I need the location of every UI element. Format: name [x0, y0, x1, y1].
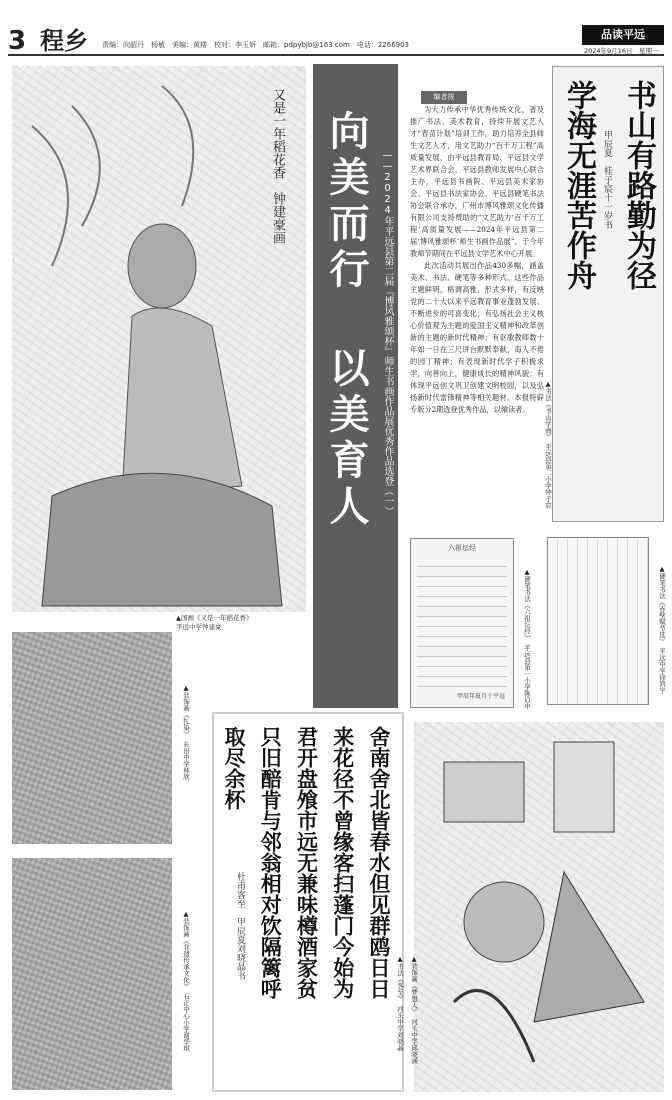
editor-note-paragraph-1: 为大力传承中华优秀传统文化，普及推广书法、美术教育，持续开展文艺人才“春苗计划”培训工作，助力培养全县师生文艺人才，用文艺助力“百千万工程”高质量发展，由平远县教育局、平远县文学艺术界联合会、平远县教师发展中心联合主办，平远县书画院、平远县美术家协会、平远县书法家协会、平远县硬笔书法协会联合承办，广州市博风雅颂文化传播有限公司支持赞助的“文艺助力‘百千万工程’高质量发展——2024年平远县第二届‘博风雅颂杯’师生书画作品展”，于今年教师节期间在平远县文学艺术中心开展。 [410, 105, 544, 258]
feature-subtitle: ——2024年平远县第二届『博风雅颂杯』师生书画作品展优秀作品选登（一） [382, 150, 393, 516]
painting-caption-title: ▲国画《又是一年稻花香》 [176, 614, 253, 622]
editor-note-label: 编者按 [421, 91, 467, 104]
dream-painting-shapes [414, 722, 664, 1092]
editor-note [410, 104, 544, 524]
couplet-left-line: 学海无涯苦作舟 [561, 80, 596, 290]
regular-script-column-2: 来花径不曾缘客扫蓬门今始为 [330, 726, 356, 999]
painting-caption [176, 614, 316, 634]
regular-script-signature: 杜甫客至 甲辰夏刘晓晶书 [235, 872, 245, 980]
issue-date: 2024年9月16日 星期一 [584, 47, 659, 55]
dream-painting [414, 722, 664, 1092]
hardpen-left-caption: ▲硬笔书法《六祖坛经》 平远县第一小学陈启中 [523, 568, 531, 710]
column-brand: 品读平远 [582, 25, 664, 45]
couplet-caption: ▲书法《书山学海》 平远县第二小学钟子宸 [544, 380, 552, 509]
couplet-right-line: 书山有路勤为径 [621, 80, 656, 290]
regular-script-column-3: 君开盘飧市远无兼味樽酒家贫 [294, 726, 320, 999]
heritage-painting [12, 858, 172, 1090]
painting-inscription: 又是一年稻花香 钟建豪画 [270, 88, 285, 244]
painting-caption-author: 平远中学钟建豪 [176, 623, 222, 631]
hardpen-red-cliff [547, 537, 649, 705]
regular-script-caption: ▲书法《客至》 河头中学刘晓晶 [396, 955, 404, 1051]
hardpen-right-caption: ▲硬笔书法《赤壁赋节选》 平远中学徐鸿宇 [658, 565, 666, 694]
dream-caption: ▲装饰画《梦想人》 河头中学邱晓涵 [410, 955, 418, 1064]
hardpen-heart-sutra [410, 538, 514, 708]
regular-script-column-5: 取尽余杯 [222, 726, 247, 810]
hardpen-lines [417, 557, 507, 687]
page-number: 3 [8, 26, 27, 56]
tie-dye-painting [12, 632, 172, 844]
hardpen-footer: 甲辰年夏月于平远 [456, 693, 505, 700]
heritage-caption: ▲装饰画《非遗传承文化》 石正中心小学谢华琪 [182, 910, 190, 1052]
couplet-signature: 甲辰夏 桂子宸十一岁书 [602, 130, 612, 229]
regular-script-columns [222, 726, 392, 1026]
feature-title: 向美而行 以美育人 [323, 110, 370, 531]
hardpen-title: 六祖坛经 [448, 544, 476, 552]
section-name: 程乡 [40, 26, 88, 55]
regular-script-column-4: 只旧醅肯与邻翁相对饮隔篱呼 [258, 726, 284, 999]
editor-note-paragraph-2: 此次活动共展出作品430多幅，涵盖美术、书法、硬笔等多种形式。这些作品主题鲜明，格调高雅，形式多样，有反映党的二十大以来平远教育事业蓬勃发展、不断进步的可喜变化；有弘扬社会主义核心价值观为主题的爱国主义精神和改革创新的主题的新时代精神；有讴歌教师数十年如一日在三尺讲台默默奉献，诲人不倦的园丁精神；有表现新时代学子积极求学，向善向上，健康成长的精神风貌；有体现平远创文巩卫创建文明校园，以及弘扬新时代雷锋精神等相关题材。本报特辟专版分2期选登优秀作品，以飨读者。 [410, 261, 544, 414]
editor-credits: 责编：向韶丹 杨敏 美编：黄楼 校对：李玉妍 邮箱：pdpybjb@163.com 电话：2266903 [102, 41, 410, 49]
regular-script-column-1: 舍南舍北皆春水但见群鸥日日 [367, 726, 392, 999]
tie-dye-caption: ▲装饰画《扎染》 长田中学林欣 [182, 684, 190, 780]
